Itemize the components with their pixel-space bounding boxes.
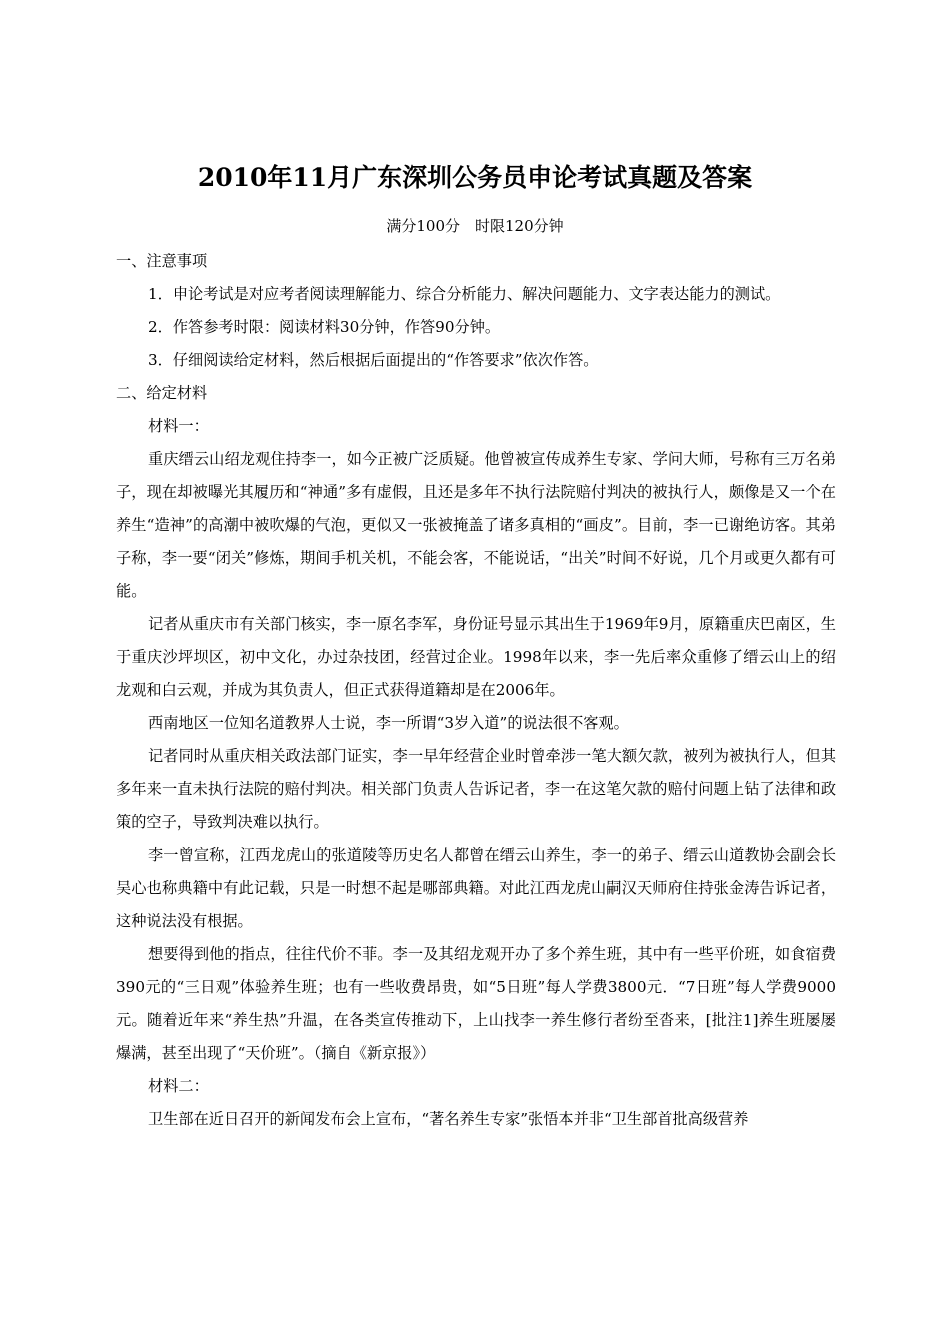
material-1-paragraph: 西南地区一位知名道教界人士说，李一所谓“3岁入道”的说法很不客观。: [148, 714, 629, 732]
material-1-paragraph: 重庆缙云山绍龙观住持李一，如今正被广泛质疑。他曾被宣传成养生专家、学问大师，号称有三万名弟子，现在却被曝光其履历和“神通”多有虚假，且还是多年不执行法院赔付判决的被执行人，颇像是又一个在养生“造神”的高潮中被吹爆的气泡，更似又一张被掩盖了诸多真相的“画皮”。目前，李一已谢绝访客。其弟子称，李一要“闭关”修炼，期间手机关机，不能会客，不能说话，“出关”时间不好说，几个月或更久都有可能。: [116, 450, 836, 600]
material-1-paragraph: 李一曾宣称，江西龙虎山的张道陵等历史名人都曾在缙云山养生，李一的弟子、缙云山道教协会副会长吴心也称典籍中有此记载，只是一时想不起是哪部典籍。对此江西龙虎山嗣汉天师府住持张金涛告诉记者，这种说法没有根据。: [116, 846, 836, 930]
material-1-paragraph: 记者同时从重庆相关政法部门证实，李一早年经营企业时曾牵涉一笔大额欠款，被列为被执行人，但其多年来一直未执行法院的赔付判决。相关部门负责人告诉记者，李一在这笔欠款的赔付问题上钻了法律和政策的空子，导致判决难以执行。: [116, 747, 836, 831]
note-item-3: 3．仔细阅读给定材料，然后根据后面提出的“作答要求”依次作答。: [148, 351, 599, 369]
material-2-heading: 材料二：: [148, 1077, 209, 1095]
section-heading-notes: 一、注意事项: [116, 252, 208, 270]
material-1-paragraph: 记者从重庆市有关部门核实，李一原名李军，身份证号显示其出生于1969年9月，原籍重庆巴南区，生于重庆沙坪坝区，初中文化，办过杂技团，经营过企业。1998年以来，李一先后率众重修了缙云山上的绍龙观和白云观，并成为其负责人，但正式获得道籍却是在2006年。: [116, 615, 836, 699]
note-item-2: 2．作答参考时限：阅读材料30分钟，作答90分钟。: [148, 318, 501, 336]
note-item-1: 1．申论考试是对应考者阅读理解能力、综合分析能力、解决问题能力、文字表达能力的测试。: [148, 285, 781, 303]
section-heading-materials: 二、给定材料: [116, 384, 208, 402]
material-1-paragraph: 想要得到他的指点，往往代价不菲。李一及其绍龙观开办了多个养生班，其中有一些平价班，如食宿费390元的“三日观”体验养生班；也有一些收费昂贵，如“5日班”每人学费3800元．“7日班”每人学费9000元。随着近年来“养生热”升温，在各类宣传推动下，上山找李一养生修行者纷至沓来，[批注1]养生班屡屡爆满，甚至出现了“天价班”。（摘自《新京报》）: [116, 945, 836, 1062]
document-body: [116, 245, 836, 1136]
material-2-paragraph: 卫生部在近日召开的新闻发布会上宣布，“著名养生专家”张悟本并非“卫生部首批高级营养: [148, 1110, 749, 1128]
material-1-heading: 材料一：: [148, 417, 209, 435]
page-title: 2010年11月广东深圳公务员申论考试真题及答案: [197, 163, 753, 192]
page-subtitle: 满分100分 时限120分钟: [386, 217, 564, 235]
